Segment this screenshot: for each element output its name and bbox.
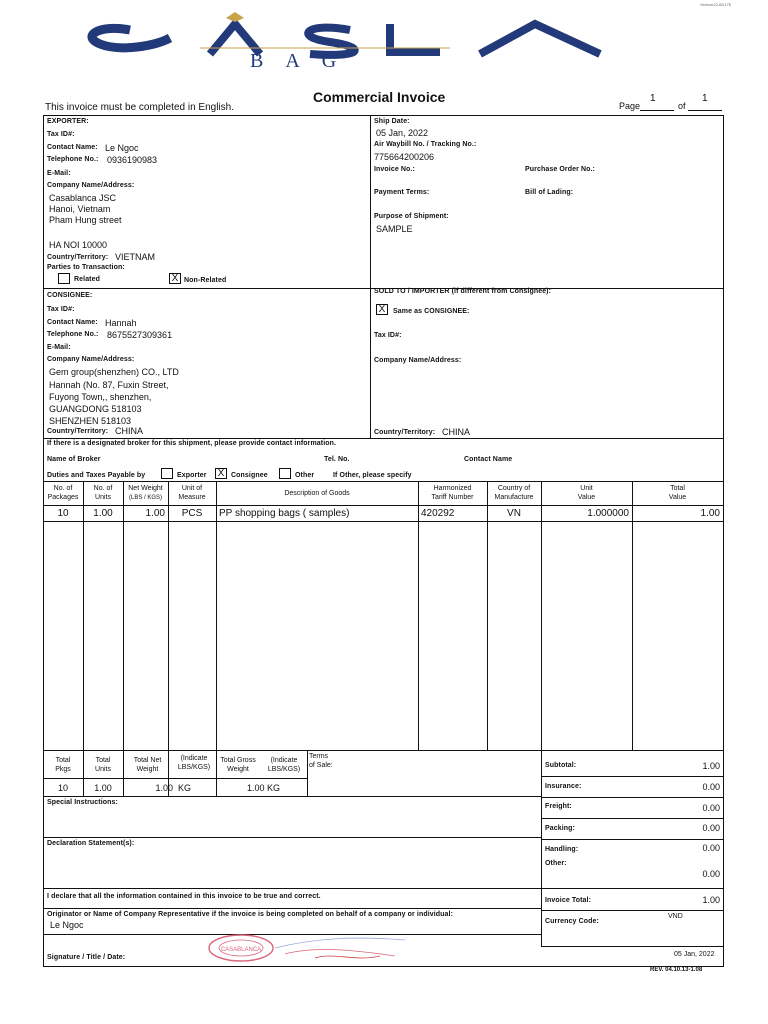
- signature-label: Signature / Title / Date:: [47, 954, 126, 961]
- col-unit-value: Unit Value: [577, 485, 596, 501]
- invoice-total-value: 1.00: [702, 895, 720, 905]
- duties-consignee-label: Consignee: [231, 472, 268, 479]
- broker-note: If there is a designated broker for this shipment, please provide contact information.: [47, 440, 337, 447]
- col-uom: Unit of Measure: [178, 485, 206, 501]
- total-units-label: Total Units: [95, 757, 111, 773]
- soldto-country-label: Country/Territory:: [374, 429, 436, 436]
- broker-contact-label: Contact Name: [464, 456, 513, 463]
- consignee-address-4: GUANGDONG 518103: [49, 404, 142, 414]
- duties-other-checkbox[interactable]: [279, 468, 291, 479]
- cell-unit-value: 1.000000: [587, 508, 629, 519]
- consignee-phone-label: Telephone No.:: [47, 331, 99, 338]
- consignee-tax-label: Tax ID#:: [47, 306, 75, 313]
- total-gross-label: Total Gross Weight: [220, 757, 256, 773]
- total-net: 1.00: [155, 783, 173, 793]
- total-gross: 1.00 KG: [247, 783, 281, 793]
- freight-label: Freight:: [545, 803, 572, 810]
- freight-value: 0.00: [702, 803, 720, 813]
- soldto-heading: SOLD TO / IMPORTER (if different from Consignee):: [374, 288, 552, 295]
- consignee-country-label: Country/Territory:: [47, 428, 109, 435]
- cell-hts: 420292: [421, 508, 455, 519]
- declaration-label: Declaration Statement(s):: [47, 840, 135, 847]
- handling-label: Handling:: [545, 846, 579, 853]
- consignee-company-label: Company Name/Address:: [47, 356, 135, 363]
- other-charges-label: Other:: [545, 860, 567, 867]
- terms-of-sale-label: Terms of Sale:: [309, 753, 333, 769]
- soldto-company-label: Company Name/Address:: [374, 357, 462, 364]
- consignee-heading: CONSIGNEE:: [47, 292, 93, 299]
- of-label: of: [678, 101, 686, 111]
- col-hts: Harmonized Tariff Number: [431, 485, 474, 501]
- col-description: Description of Goods: [284, 490, 350, 497]
- special-instructions-label: Special Instructions:: [47, 799, 118, 806]
- exporter-country: VIETNAM: [115, 252, 156, 262]
- total-net-indicate: (Indicate LBS/KGS): [177, 755, 211, 771]
- total-pkgs: 10: [57, 783, 68, 793]
- exporter-heading: EXPORTER:: [47, 118, 89, 125]
- exporter-address-4: HA NOI 10000: [49, 240, 108, 250]
- nonrelated-label: Non-Related: [184, 277, 227, 284]
- duties-other-label: Other: [295, 472, 315, 479]
- invoice-total-label: Invoice Total:: [545, 897, 591, 904]
- cell-uom: PCS: [181, 508, 203, 519]
- soldto-country: CHINA: [442, 427, 471, 437]
- cell-units: 1.00: [93, 508, 113, 519]
- cell-weight: 1.00: [145, 508, 165, 519]
- bill-of-lading-label: Bill of Lading:: [525, 189, 574, 196]
- page-title: Commercial Invoice: [313, 89, 446, 105]
- cell-description: PP shopping bags ( samples): [219, 508, 350, 519]
- exporter-company-label: Company Name/Address:: [47, 182, 135, 189]
- col-total-value: Total Value: [668, 485, 687, 501]
- payment-terms-label: Payment Terms:: [374, 189, 430, 196]
- cell-packages: 10: [57, 508, 69, 519]
- page-total: 1: [702, 93, 708, 104]
- consignee-address-1: Gem group(shenzhen) CO., LTD: [49, 367, 179, 377]
- consignee-address-5: SHENZHEN 518103: [49, 416, 132, 426]
- revision-code: REV. 04.10.13-1.08: [650, 967, 703, 973]
- exporter-country-label: Country/Territory:: [47, 254, 109, 261]
- currency-code-label: Currency Code:: [545, 918, 599, 925]
- currency-code-value: VND: [668, 913, 683, 920]
- col-packages: No. of Packages: [47, 485, 79, 501]
- page-number: 1: [650, 93, 656, 104]
- soldto-tax-label: Tax ID#:: [374, 332, 402, 339]
- total-units: 1.00: [94, 783, 112, 793]
- exporter-address-2: Hanoi, Vietnam: [49, 204, 111, 214]
- purpose-label: Purpose of Shipment:: [374, 213, 449, 220]
- company-logo: [60, 10, 620, 76]
- col-net-weight: Net Weight (LBS / KGS): [128, 485, 163, 501]
- english-notice: This invoice must be completed in English.: [45, 102, 234, 113]
- duties-exporter-label: Exporter: [177, 472, 207, 479]
- exporter-contact: Le Ngoc: [105, 143, 139, 153]
- duties-other-note: If Other, please specify: [333, 472, 412, 479]
- col-units: No. of Units: [93, 485, 113, 501]
- exporter-address-3: Pham Hung street: [49, 215, 122, 225]
- duties-consignee-checkbox[interactable]: X: [215, 468, 227, 479]
- duties-label: Duties and Taxes Payable by: [47, 472, 146, 479]
- awb-number: 775664200206: [374, 152, 435, 162]
- total-net-label: Total Net Weight: [133, 757, 162, 773]
- ship-date: 05 Jan, 2022: [376, 128, 429, 138]
- packing-label: Packing:: [545, 825, 575, 832]
- total-gross-indicate: (Indicate LBS/KGS): [267, 757, 301, 773]
- consignee-contact: Hannah: [105, 318, 137, 328]
- consignee-address-3: Fuyong Town,, shenzhen,: [49, 392, 152, 402]
- same-as-consignee-checkbox[interactable]: X: [376, 304, 388, 315]
- insurance-value: 0.00: [702, 782, 720, 792]
- packing-value: 0.00: [702, 823, 720, 833]
- broker-tel-label: Tel. No.: [324, 456, 350, 463]
- consignee-country: CHINA: [115, 426, 144, 436]
- subtotal-label: Subtotal:: [545, 762, 577, 769]
- company-stamp: [205, 932, 415, 964]
- exporter-email-label: E-Mail:: [47, 170, 71, 177]
- po-label: Purchase Order No.:: [525, 166, 595, 173]
- other-charges-value: 0.00: [702, 869, 720, 879]
- nonrelated-checkbox[interactable]: X: [169, 273, 181, 284]
- awb-label: Air Waybill No. / Tracking No.:: [374, 141, 477, 148]
- related-label: Related: [74, 276, 100, 283]
- parties-label: Parties to Transaction:: [47, 264, 125, 271]
- table-row: [43, 507, 724, 521]
- consignee-email-label: E-Mail:: [47, 344, 71, 351]
- exporter-tax-label: Tax ID#:: [47, 131, 75, 138]
- page-label: Page: [619, 101, 641, 111]
- consignee-phone: 8675527309361: [107, 330, 173, 340]
- cell-country: VN: [507, 508, 521, 519]
- exporter-contact-label: Contact Name:: [47, 144, 98, 151]
- handling-value: 0.00: [702, 843, 720, 853]
- originator-name: Le Ngoc: [50, 920, 84, 930]
- insurance-label: Insurance:: [545, 783, 582, 790]
- doc-code: Verizon22-6D17E: [700, 2, 732, 7]
- cell-total-value: 1.00: [700, 508, 720, 519]
- col-country: Country of Manufacture: [494, 485, 534, 501]
- exporter-address-1: Casablanca JSC: [49, 193, 117, 203]
- related-checkbox[interactable]: [58, 273, 70, 284]
- broker-name-label: Name of Broker: [47, 456, 101, 463]
- consignee-contact-label: Contact Name:: [47, 319, 98, 326]
- same-as-consignee-label: Same as CONSIGNEE:: [393, 308, 470, 315]
- logo-subtext: BAG: [250, 50, 359, 72]
- originator-label: Originator or Name of Company Representative if the invoice is being completed on behalf of a company or individual:: [47, 911, 453, 918]
- signature-date: 05 Jan, 2022: [674, 951, 715, 958]
- exporter-phone: 0936190983: [107, 155, 158, 165]
- consignee-address-2: Hannah (No. 87, Fuxin Street,: [49, 380, 169, 390]
- certify-statement: I declare that all the information contained in this invoice to be true and correct.: [47, 893, 321, 900]
- purpose-value: SAMPLE: [376, 224, 413, 234]
- ship-date-label: Ship Date:: [374, 118, 410, 125]
- total-net-unit: KG: [178, 783, 192, 793]
- exporter-phone-label: Telephone No.:: [47, 156, 99, 163]
- svg-text:CASABLANCA: CASABLANCA: [220, 947, 262, 953]
- invoice-no-label: Invoice No.:: [374, 166, 415, 173]
- total-pkgs-label: Total Pkgs: [55, 757, 71, 773]
- subtotal-value: 1.00: [702, 761, 720, 771]
- duties-exporter-checkbox[interactable]: [161, 468, 173, 479]
